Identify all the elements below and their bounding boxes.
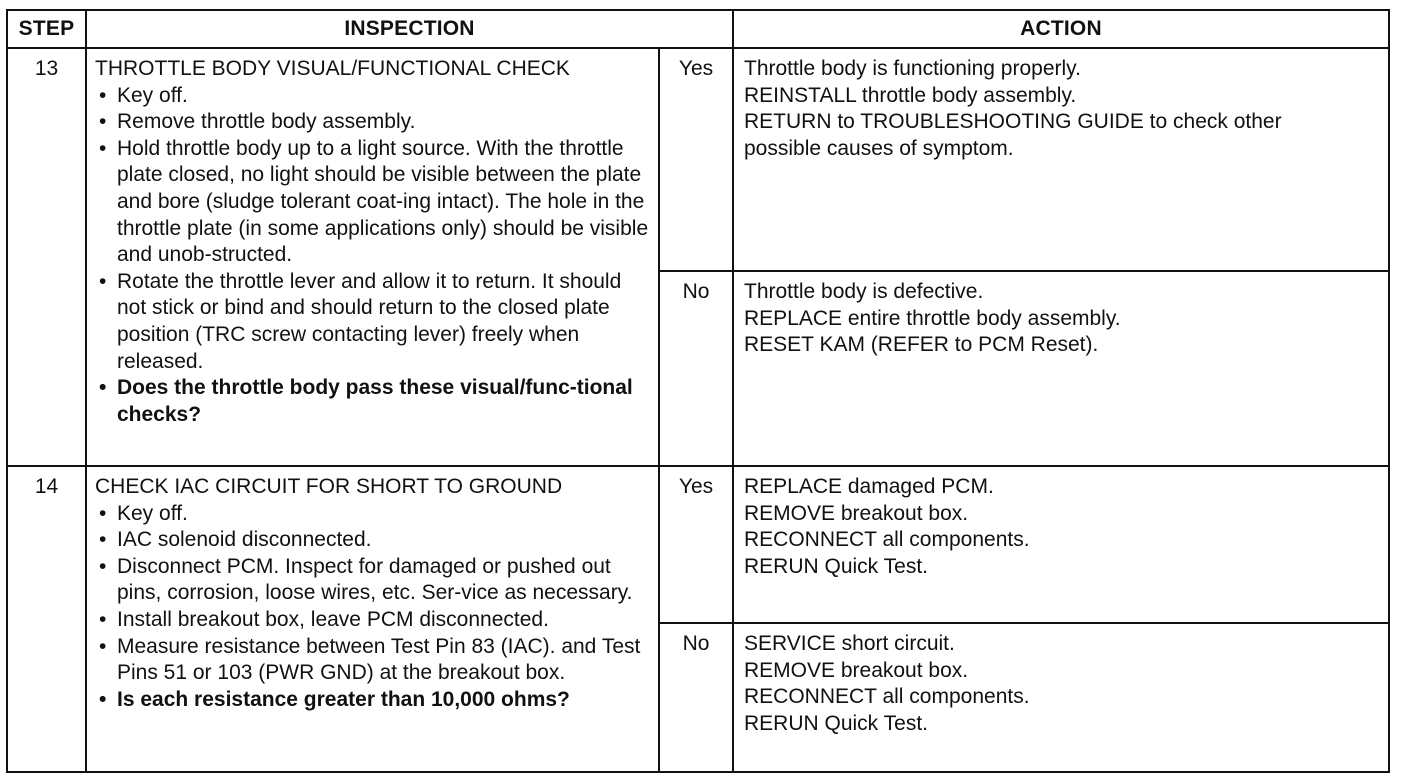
action-line: RETURN to TROUBLESHOOTING GUIDE to check other: [744, 110, 1282, 134]
step-14-question: • Is each resistance greater than 10,000 ohms?: [95, 687, 650, 714]
action-line: RERUN Quick Test.: [744, 711, 928, 735]
step-13-checklist: [95, 83, 650, 429]
step-13-number: 13: [8, 49, 87, 467]
header-step: STEP: [8, 11, 87, 49]
list-item: • Key off.: [95, 83, 650, 110]
list-item: • Hold throttle body up to a light source. With the throttle plate closed, no light should be visible between the plate and bore (sludge tolerant coat-ing intact). The hole in the throttle plate (in some applications only) should be visible and unob-structed.: [95, 136, 650, 269]
step-14-inspection: [87, 467, 660, 773]
action-line: Throttle body is defective.: [744, 280, 984, 303]
action-line: RERUN Quick Test.: [744, 554, 928, 578]
list-item: • Rotate the throttle lever and allow it to return. It should not stick or bind and should return to the closed plate position (TRC screw contacting lever) freely when released.: [95, 269, 650, 375]
list-item: • Remove throttle body assembly.: [95, 109, 650, 136]
list-item: • IAC solenoid disconnected.: [95, 527, 650, 554]
action-line: possible causes of symptom.: [744, 136, 1014, 160]
action-line: REMOVE breakout box.: [744, 658, 969, 682]
step-13-inspection: [87, 49, 660, 467]
diagnostic-table: [6, 9, 1390, 773]
list-item: • Measure resistance between Test Pin 83 (IAC). and Test Pins 51 or 103 (PWR GND) at the breakout box.: [95, 634, 650, 687]
step-13-yes-label: Yes: [660, 49, 734, 272]
action-line: REPLACE entire throttle body assembly.: [744, 306, 1121, 330]
action-line: SERVICE short circuit.: [744, 632, 955, 655]
step-14-number: 14: [8, 467, 87, 773]
step-13-title: THROTTLE BODY VISUAL/FUNCTIONAL CHECK: [95, 57, 570, 80]
step-14-no-action: [734, 624, 1390, 773]
action-line: Throttle body is functioning properly.: [744, 57, 1081, 80]
list-item: • Key off.: [95, 501, 650, 528]
step-14-checklist: [95, 501, 650, 714]
step-14-title: CHECK IAC CIRCUIT FOR SHORT TO GROUND: [95, 475, 563, 498]
step-14-yes-label: Yes: [660, 467, 734, 624]
header-action: ACTION: [734, 11, 1390, 49]
action-line: REMOVE breakout box.: [744, 501, 969, 525]
step-14-yes-action: [734, 467, 1390, 624]
action-line: RECONNECT all components.: [744, 685, 1030, 709]
action-line: REPLACE damaged PCM.: [744, 475, 994, 498]
header-inspection: INSPECTION: [87, 11, 734, 49]
action-line: RECONNECT all components.: [744, 528, 1030, 552]
step-13-no-action: [734, 272, 1390, 467]
step-13-yes-action: [734, 49, 1390, 272]
step-13-question: • Does the throttle body pass these visual/func-tional checks?: [95, 375, 650, 428]
list-item: • Install breakout box, leave PCM disconnected.: [95, 607, 650, 634]
step-14-no-label: No: [660, 624, 734, 773]
list-item: • Disconnect PCM. Inspect for damaged or pushed out pins, corrosion, loose wires, etc. Ser-vice as necessary.: [95, 554, 650, 607]
action-line: RESET KAM (REFER to PCM Reset).: [744, 333, 1099, 357]
action-line: REINSTALL throttle body assembly.: [744, 83, 1077, 107]
step-13-no-label: No: [660, 272, 734, 467]
